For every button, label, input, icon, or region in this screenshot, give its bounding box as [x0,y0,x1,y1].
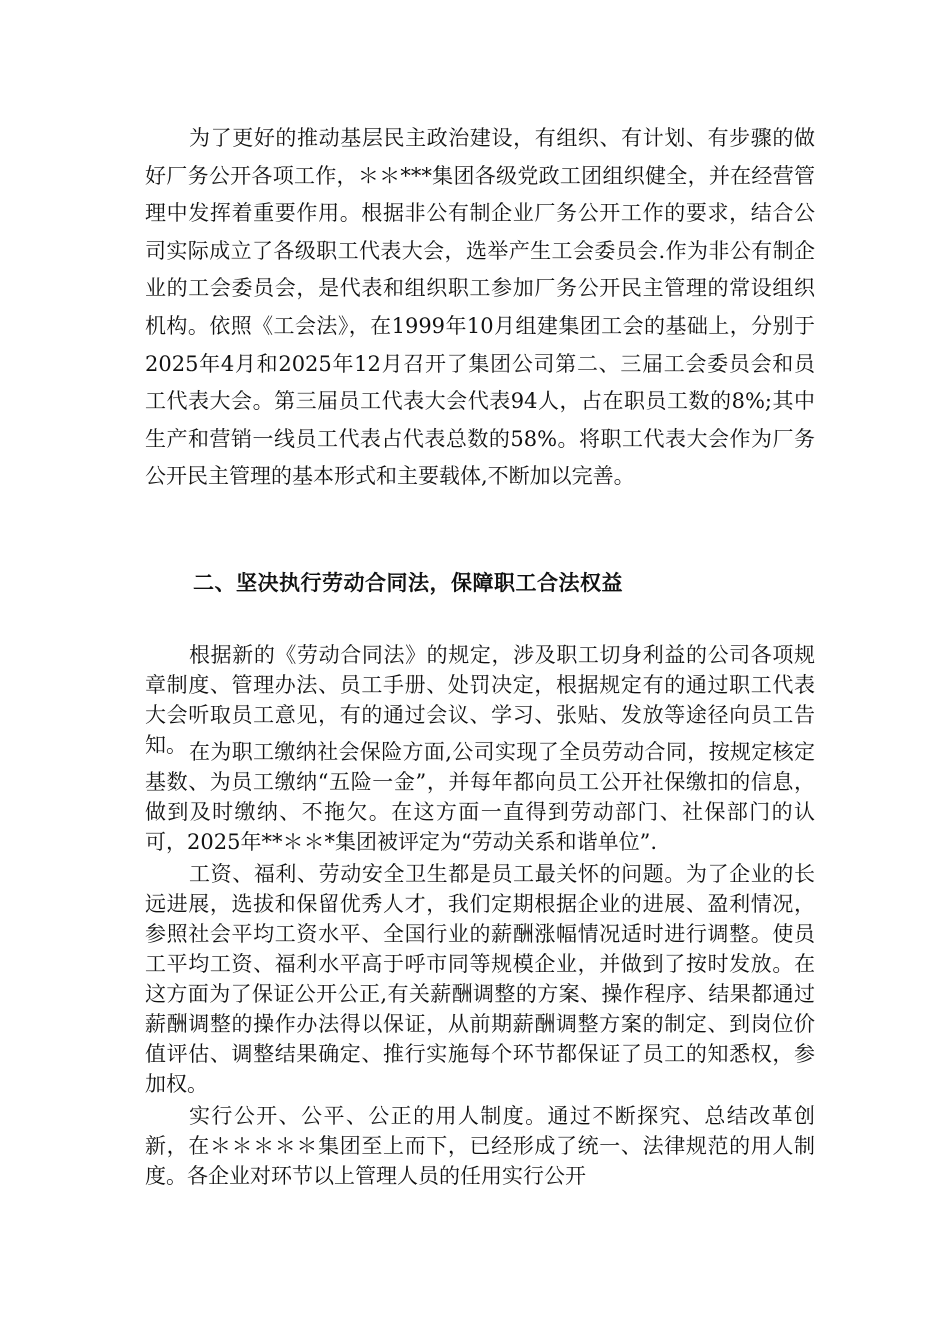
body-paragraph: 为了更好的推动基层民主政治建设，有组织、有计划、有步骤的做好厂务公开各项工作，＊＊***集团各级党政工团组织健全，并在经营管理中发挥着重要作用。根据非公有制企业厂务公开工作的要求，结合公司实际成立了各级职工代表大会，选举产生工会委员会.作为非公有制企业的工会委员会，是代表和组织职工参加厂务公开民主管理的常设组织机构。依照《工会法》，在1999年10月组建集团工会的基础上，分别于2025年4月和2025年12月召开了集团公司第二、三届工会委员会和员工代表大会。第三届员工代表大会代表94人，占在职员工数的8%;其中生产和营销一线员工代表占代表总数的58%。将职工代表大会作为厂务公开民主管理的基本形式和主要载体,不断加以完善。 [145,126,815,489]
body-paragraph: 实行公开、公平、公正的用人制度。通过不断探究、总结改革创新，在＊＊＊＊＊集团至上而下，已经形成了统一、法律规范的用人制度。各企业对环节以上管理人员的任用实行公开 [145,1104,815,1188]
body-paragraph: 工资、福利、劳动安全卫生都是员工最关怀的问题。为了企业的长远进展，选拔和保留优秀人才，我们定期根据企业的进展、盈利情况，参照社会平均工资水平、全国行业的薪酬涨幅情况适时进行调整。使员工平均工资、福利水平高于呼市同等规模企业，并做到了按时发放。在这方面为了保证公开公正,有关薪酬调整的方案、操作程序、结果都通过薪酬调整的操作办法得以保证，从前期薪酬调整方案的制定、到岗位价值评估、调整结果确定、推行实施每个环节都保证了员工的知悉权，参加权。 [145,862,815,1096]
body-paragraph: 根据新的《劳动合同法》的规定，涉及职工切身利益的公司各项规章制度、管理办法、员工手册、处罚决定，根据规定有的通过职工代表大会听取员工意见，有的通过会议、学习、张贴、发放等途径向员工告知。 [145,643,815,757]
body-paragraph: 在为职工缴纳社会保险方面,公司实现了全员劳动合同，按规定核定基数、为员工缴纳“五险一金”，并每年都向员工公开社保缴扣的信息，做到及时缴纳、不拖欠。在这方面一直得到劳动部门、社保部门的认可，2025年**＊＊*集团被评定为“劳动关系和谐单位”. [145,740,815,854]
section-heading: 二、坚决执行劳动合同法，保障职工合法权益 [193,571,623,595]
